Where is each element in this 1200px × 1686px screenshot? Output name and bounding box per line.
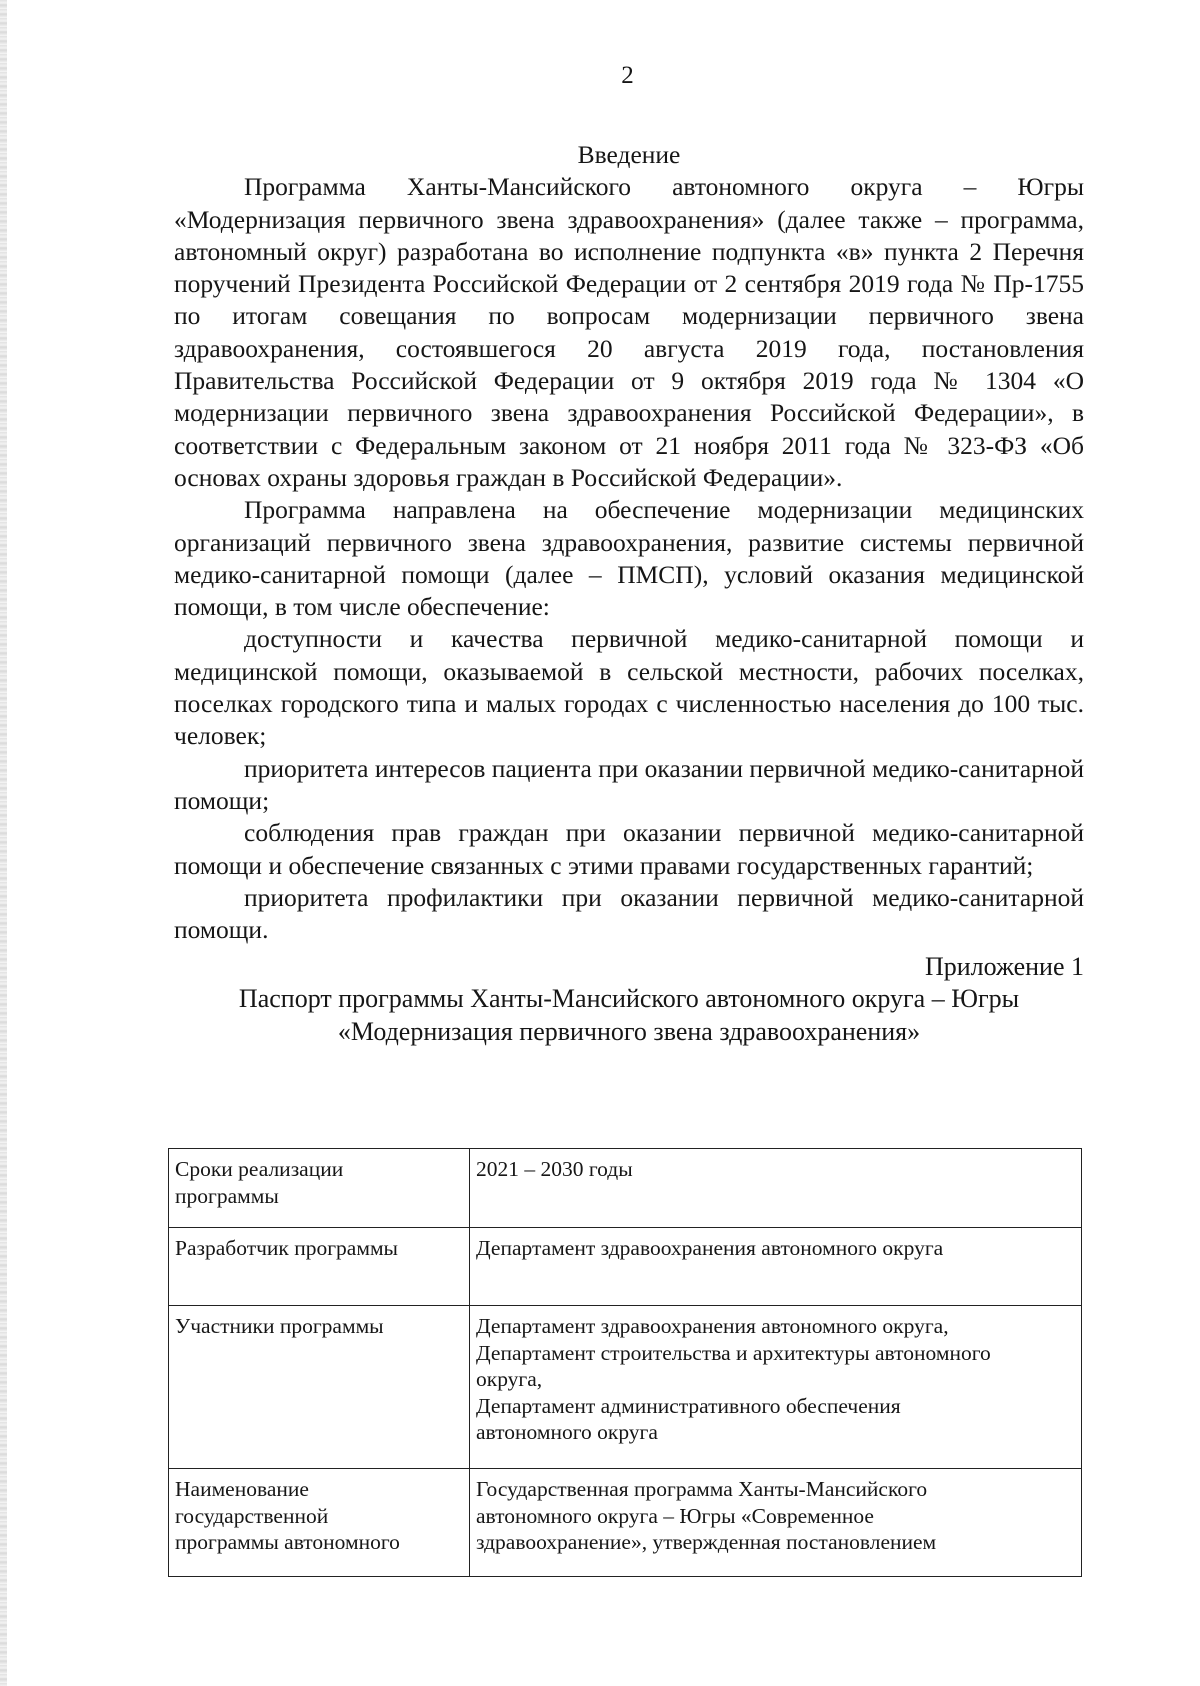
passport-title-line: Паспорт программы Ханты-Мансийского автономного округа – Югры <box>238 984 1020 1014</box>
page-number: 2 <box>621 62 634 89</box>
cell-line: Государственная программа Ханты-Мансийского <box>476 1477 928 1501</box>
table-row <box>169 1469 1082 1577</box>
table-row <box>169 1149 1082 1228</box>
cell-line: программы автономного <box>175 1530 400 1554</box>
intro-list-item: приоритета интересов пациента при оказании первичной медико-санитарной помощи; <box>174 753 1084 815</box>
scan-edge <box>0 0 7 1686</box>
cell-line: Департамент здравоохранения автономного округа <box>476 1236 944 1260</box>
table-value-cell <box>470 1228 1082 1306</box>
cell-line: государственной <box>175 1503 329 1528</box>
cell-line: Наименование <box>175 1477 309 1501</box>
cell-line: здравоохранение», утвержденная постановлением <box>476 1530 937 1554</box>
table-value-cell <box>470 1306 1082 1469</box>
passport-title-line: «Модернизация первичного звена здравоохранения» <box>337 1016 921 1046</box>
document-body <box>174 139 1084 1048</box>
cell-line: программы <box>175 1183 279 1208</box>
cell-line: Разработчик программы <box>175 1236 398 1260</box>
cell-line: автономного округа <box>476 1420 658 1444</box>
cell-line: Департамент строительства и архитектуры автономного <box>476 1340 991 1365</box>
table-value-cell <box>470 1149 1082 1228</box>
intro-list-item: доступности и качества первичной медико-санитарной помощи и медицинской помощи, оказываемой в сельской местности, рабочих поселках, поселках городского типа и малых городах с численностью населения до 100 тыс. человек; <box>174 624 1084 751</box>
cell-line: Участники программы <box>175 1314 384 1338</box>
passport-title <box>174 983 1084 1048</box>
cell-line: Департамент здравоохранения автономного округа, <box>476 1314 949 1338</box>
cell-line: 2021 – 2030 годы <box>476 1157 633 1181</box>
intro-paragraph: Программа Ханты-Мансийского автономного округа – Югры «Модернизация первичного звена здравоохранения» (далее также – программа, автономный округ) разработана во исполнение подпункта «в» пункта 2 Перечня поручений Президента Российской Федерации от 2 сентября 2019 года № Пр-1755 по итогам совещания по вопросам модернизации первичного звена здравоохранения, состоявшегося 20 августа 2019 года, постановления Правительства Российской Федерации от 9 октября 2019 года № 1304 «О модернизации первичного звена здравоохранения Российской Федерации», в соответствии с Федеральным законом от 21 ноября 2011 года № 323-ФЗ «Об основах охраны здоровья граждан в Российской Федерации». <box>174 172 1084 492</box>
table-label-cell <box>169 1228 470 1306</box>
table-label-cell <box>169 1306 470 1469</box>
cell-line: округа, <box>476 1367 543 1391</box>
table-row <box>169 1306 1082 1469</box>
table-value-cell <box>470 1469 1082 1577</box>
appendix-label: Приложение 1 <box>924 952 1084 982</box>
cell-line: Сроки реализации <box>175 1157 344 1181</box>
intro-list-item: приоритета профилактики при оказании первичной медико-санитарной помощи. <box>174 882 1084 945</box>
introduction-heading: Введение <box>577 140 681 169</box>
table-row <box>169 1228 1082 1306</box>
cell-line: автономного округа – Югры «Современное <box>476 1503 874 1528</box>
passport-table <box>168 1148 1082 1577</box>
table-label-cell <box>169 1149 470 1228</box>
table-label-cell <box>169 1469 470 1577</box>
cell-line: Департамент административного обеспечения <box>476 1393 901 1418</box>
intro-list-item: соблюдения прав граждан при оказании первичной медико-санитарной помощи и обеспечение связанных с этими правами государственных гарантий; <box>174 818 1084 880</box>
intro-paragraph: Программа направлена на обеспечение модернизации медицинских организаций первичного звена здравоохранения, развитие системы первичной медико-санитарной помощи (далее – ПМСП), условий оказания медицинской помощи, в том числе обеспечение: <box>174 495 1084 622</box>
